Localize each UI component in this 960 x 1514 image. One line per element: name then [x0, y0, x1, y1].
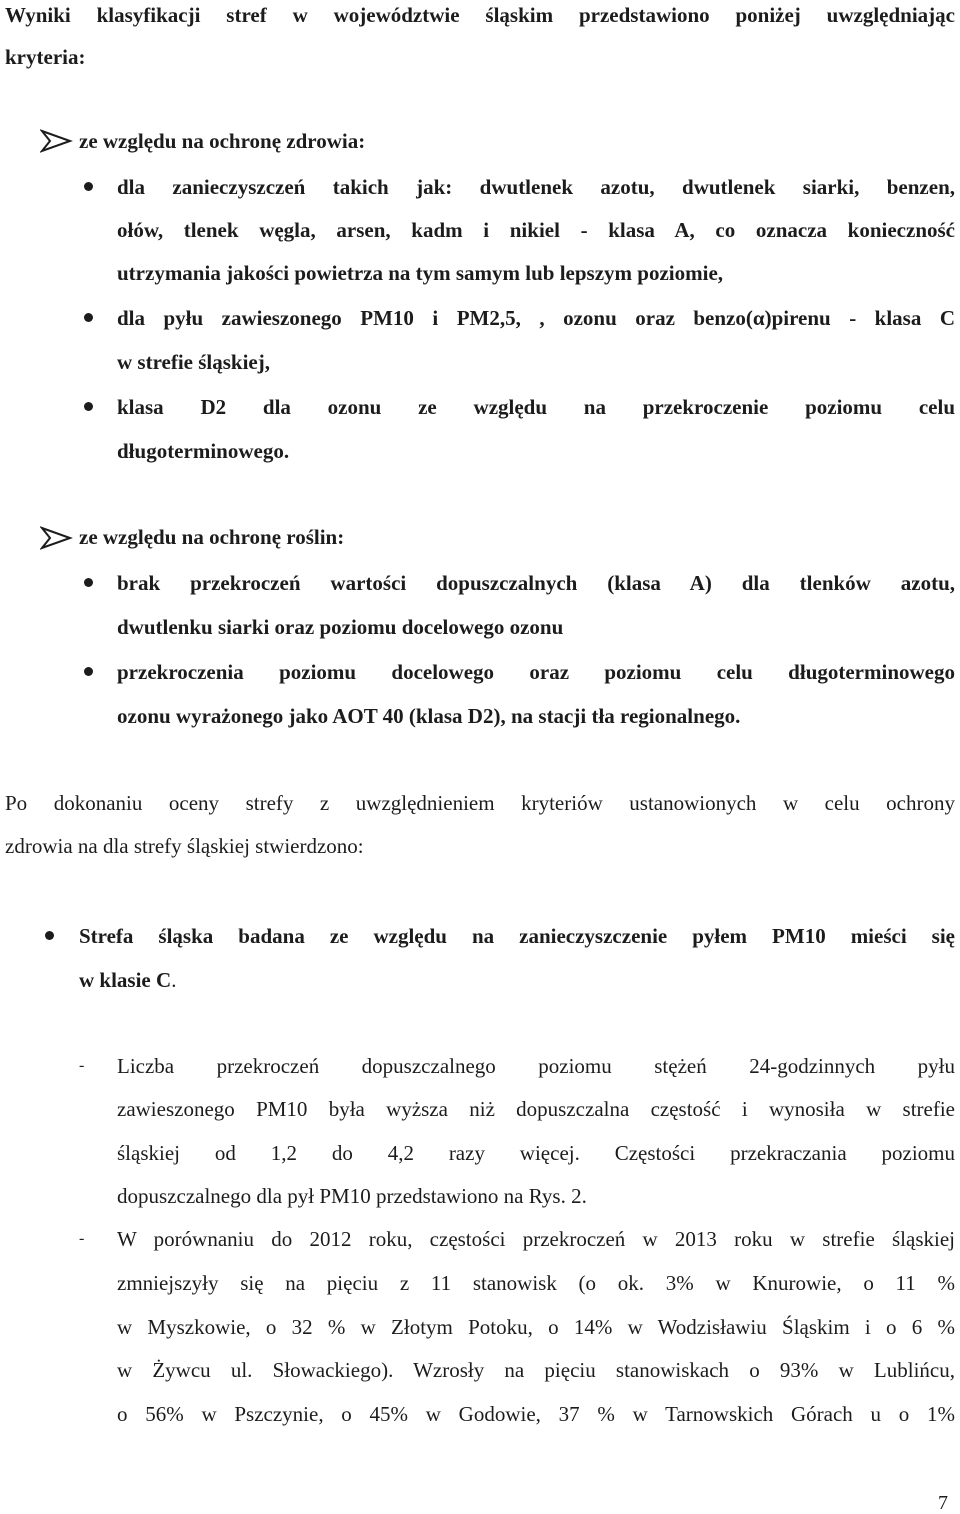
- plants-item-2-line-2: ozonu wyrażonego jako AOT 40 (klasa D2), na stacji tła regionalnego.: [117, 704, 741, 728]
- bullet-dot: [84, 667, 93, 676]
- health-item-3-line-2: długoterminowego.: [117, 439, 290, 463]
- page-number: 7: [938, 1492, 948, 1514]
- health-item-1-line-2: ołów, tlenek węgla, arsen, kadm i nikiel - klasa A, co oznacza konieczność: [117, 218, 955, 242]
- bullet-dot: [84, 182, 93, 191]
- finding-line-1: Strefa śląska badana ze względu na zanieczyszczenie pyłem PM10 mieści się: [79, 924, 955, 948]
- arrow-bullet-icon: [40, 525, 74, 551]
- health-item-2-line-1: dla pyłu zawieszonego PM10 i PM2,5, , ozonu oraz benzo(α)pirenu - klasa C: [117, 306, 955, 330]
- detail-1-line-2: zawieszonego PM10 była wyższa niż dopuszczalna częstość i wynosiła w strefie: [117, 1097, 955, 1121]
- assessment-line-2: zdrowia na dla strefy śląskiej stwierdzono:: [5, 834, 364, 858]
- bullet-dot: [84, 578, 93, 587]
- plants-heading: ze względu na ochronę roślin:: [79, 525, 345, 549]
- bullet-dot: [45, 931, 54, 940]
- bullet-dot: [84, 313, 93, 322]
- dash-bullet: -: [79, 1230, 85, 1247]
- finding-line-2-text: w klasie C: [79, 968, 172, 992]
- health-item-3-line-1: klasa D2 dla ozonu ze względu na przekroczenie poziomu celu: [117, 395, 955, 419]
- plants-item-1-line-2: dwutlenku siarki oraz poziomu docelowego ozonu: [117, 615, 564, 639]
- detail-2-line-1: W porównaniu do 2012 roku, częstości przekroczeń w 2013 roku w strefie śląskiej: [117, 1227, 955, 1251]
- finding-period: .: [171, 968, 177, 992]
- detail-2-line-2: zmniejszyły się na pięciu z 11 stanowisk (o ok. 3% w Knurowie, o 11 %: [117, 1271, 955, 1295]
- plants-item-1-line-1: brak przekroczeń wartości dopuszczalnych (klasa A) dla tlenków azotu,: [117, 571, 955, 595]
- finding-line-2: [79, 966, 176, 994]
- intro-line-2: kryteria:: [5, 45, 86, 69]
- detail-2-line-3: w Myszkowie, o 32 % w Złotym Potoku, o 14% w Wodzisławiu Śląskim i o 6 %: [117, 1315, 955, 1339]
- health-item-1-line-1: dla zanieczyszczeń takich jak: dwutlenek azotu, dwutlenek siarki, benzen,: [117, 175, 955, 199]
- detail-1-line-1: Liczba przekroczeń dopuszczalnego poziomu stężeń 24-godzinnych pyłu: [117, 1054, 955, 1078]
- detail-2-line-5: o 56% w Pszczynie, o 45% w Godowie, 37 % w Tarnowskich Górach u o 1%: [117, 1402, 955, 1426]
- health-heading: ze względu na ochronę zdrowia:: [79, 129, 366, 153]
- health-item-1-line-3: utrzymania jakości powietrza na tym samym lub lepszym poziomie,: [117, 261, 724, 285]
- detail-2-line-4: w Żywcu ul. Słowackiego). Wzrosły na pięciu stanowiskach o 93% w Lublińcu,: [117, 1358, 955, 1382]
- bullet-dot: [84, 402, 93, 411]
- intro-line-1: Wyniki klasyfikacji stref w województwie śląskim przedstawiono poniżej uwzględniając: [5, 3, 955, 27]
- health-item-2-line-2: w strefie śląskiej,: [117, 350, 270, 374]
- dash-bullet: -: [79, 1057, 85, 1074]
- assessment-line-1: Po dokonaniu oceny strefy z uwzględnieniem kryteriów ustanowionych w celu ochrony: [5, 791, 955, 815]
- detail-1-line-3: śląskiej od 1,2 do 4,2 razy więcej. Częstości przekraczania poziomu: [117, 1141, 955, 1165]
- arrow-bullet-icon: [40, 128, 74, 154]
- plants-item-2-line-1: przekroczenia poziomu docelowego oraz poziomu celu długoterminowego: [117, 660, 955, 684]
- detail-1-line-4: dopuszczalnego dla pył PM10 przedstawiono na Rys. 2.: [117, 1184, 587, 1208]
